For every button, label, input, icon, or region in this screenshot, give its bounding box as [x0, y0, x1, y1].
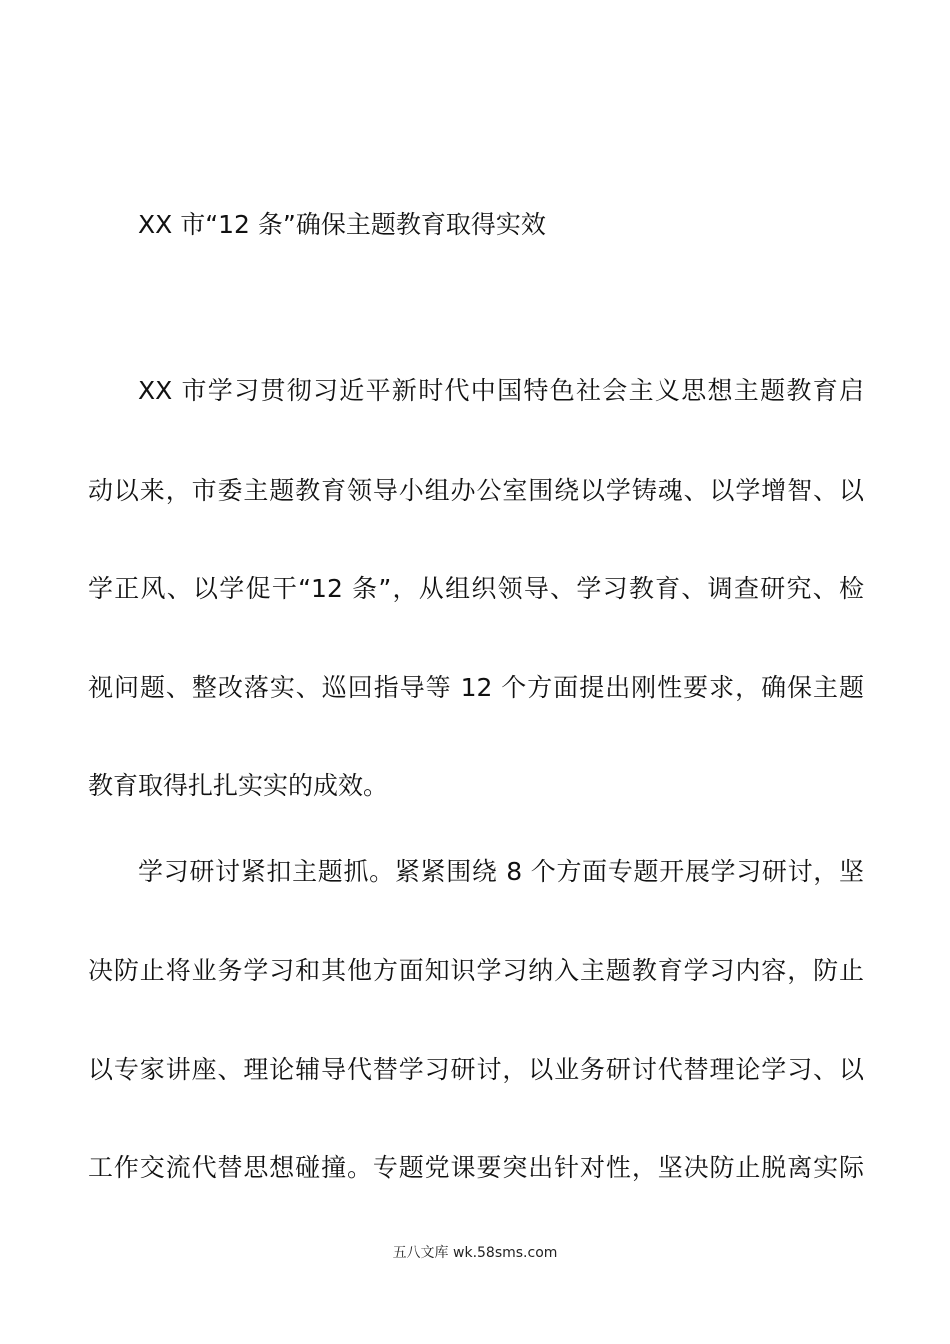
- page-title: XX 市“12 条”确保主题教育取得实效: [138, 210, 546, 239]
- paragraph-line: XX 市学习贯彻习近平新时代中国特色社会主义思想主题教育启: [138, 376, 864, 405]
- paragraph-line: 动以来，市委主题教育领导小组办公室围绕以学铸魂、以学增智、以: [88, 476, 864, 505]
- footer-watermark: 五八文库 wk.58sms.com: [392, 1245, 558, 1261]
- paragraph-line: 学正风、以学促干“12 条”，从组织领导、学习教育、调查研究、检: [88, 574, 864, 603]
- paragraph-line: 决防止将业务学习和其他方面知识学习纳入主题教育学习内容，防止: [88, 956, 864, 985]
- paragraph-line: 视问题、整改落实、巡回指导等 12 个方面提出刚性要求，确保主题: [88, 673, 864, 702]
- paragraph-line: 工作交流代替思想碰撞。专题党课要突出针对性，坚决防止脱离实际: [88, 1153, 864, 1182]
- paragraph-line: 学习研讨紧扣主题抓。紧紧围绕 8 个方面专题开展学习研讨，坚: [138, 857, 864, 886]
- paragraph-line: 以专家讲座、理论辅导代替学习研讨，以业务研讨代替理论学习、以: [88, 1055, 864, 1084]
- paragraph-line: 教育取得扎扎实实的成效。: [88, 771, 389, 800]
